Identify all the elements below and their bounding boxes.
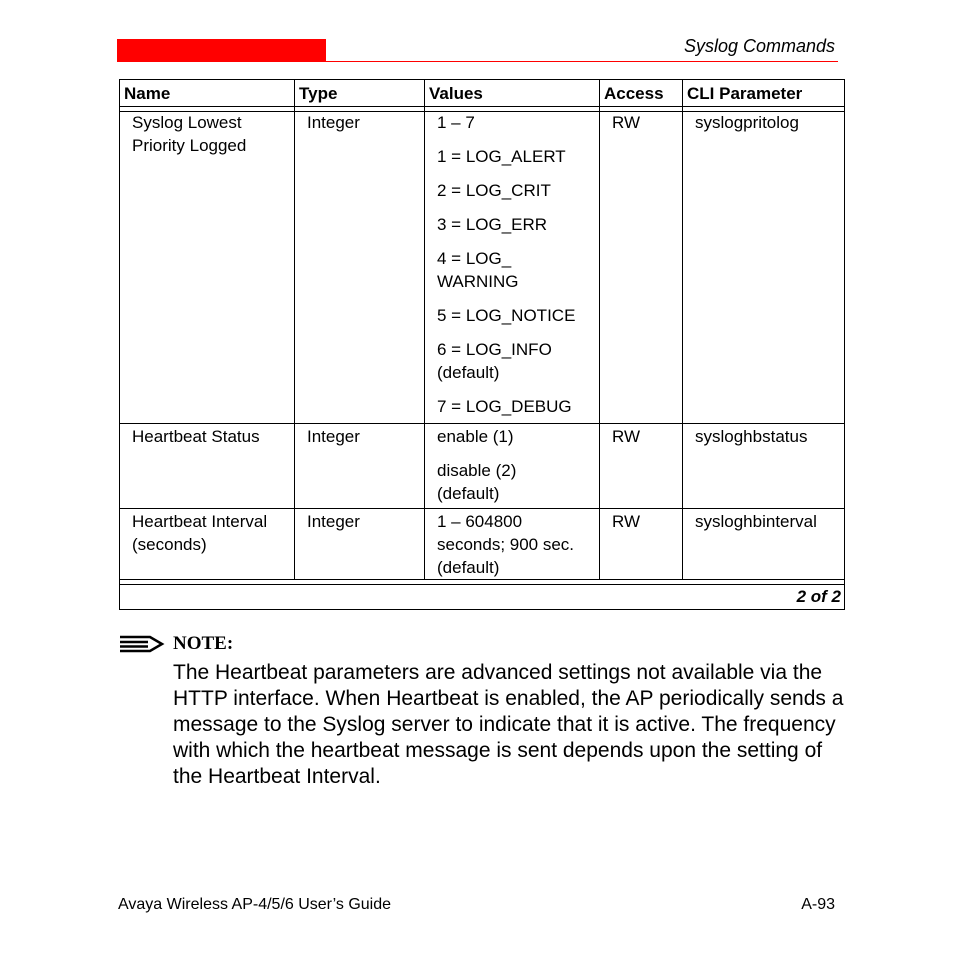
cell-name — [132, 425, 292, 448]
column-header-name: Name — [124, 84, 171, 103]
cell-type: Integer — [307, 427, 360, 446]
value-item: 6 = LOG_INFO (default) — [437, 340, 552, 382]
header-rule-1 — [120, 106, 844, 107]
section-title: Syslog Commands — [683, 36, 835, 56]
cell-type: Integer — [307, 512, 360, 531]
footer-guide-title: Avaya Wireless AP-4/5/6 User’s Guide — [118, 896, 392, 913]
cell-cli: syslogpritolog — [695, 113, 799, 132]
cell-cli: sysloghbstatus — [695, 427, 808, 446]
column-divider — [294, 80, 295, 580]
footer-page-number: A-93 — [801, 896, 835, 913]
header-rule — [117, 61, 838, 62]
parameter-table — [119, 79, 845, 610]
cell-name-line: Heartbeat Status — [132, 427, 260, 446]
note-arrow-icon — [118, 633, 166, 655]
cell-name-line: Syslog Lowest — [132, 113, 242, 132]
value-item: 1 – 604800 seconds; 900 sec. (default) — [437, 512, 575, 577]
value-item: 1 – 7 — [437, 113, 475, 132]
value-item: 5 = LOG_NOTICE — [437, 306, 576, 325]
table-bottom-rule-1 — [120, 579, 844, 580]
column-divider — [599, 80, 600, 580]
cell-name — [132, 510, 292, 556]
column-header-cli: CLI Parameter — [687, 84, 803, 103]
value-item: enable (1) — [437, 427, 514, 446]
header-red-bar — [117, 39, 326, 61]
value-item: 7 = LOG_DEBUG — [437, 397, 572, 416]
note-label: NOTE: — [173, 633, 234, 654]
value-item: disable (2) (default) — [437, 461, 517, 503]
cell-access: RW — [612, 113, 641, 132]
column-divider — [682, 80, 683, 580]
column-header-values: Values — [429, 84, 483, 103]
column-header-access: Access — [604, 84, 664, 103]
cell-name-line: (seconds) — [132, 535, 207, 554]
column-header-type: Type — [299, 84, 338, 103]
cell-access: RW — [612, 427, 641, 446]
cell-name-line: Heartbeat Interval — [132, 512, 268, 531]
cell-values — [437, 111, 597, 429]
cell-values — [437, 510, 592, 579]
value-item: 4 = LOG_ WARNING — [437, 249, 519, 291]
cell-name — [132, 111, 292, 157]
value-item: 1 = LOG_ALERT — [437, 147, 566, 166]
cell-values — [437, 425, 597, 516]
value-item: 3 = LOG_ERR — [437, 215, 548, 234]
cell-name-line: Priority Logged — [132, 136, 247, 155]
note-body: The Heartbeat parameters are advanced settings not available via the HTTP interface. When Heartbeat is enabled, the AP periodically sends a message to the Syslog server to indicate that it is active. The frequency with which the heartbeat message is sent depends upon the setting of the Heartbeat Interval. — [173, 661, 844, 788]
value-item: 2 = LOG_CRIT — [437, 181, 551, 200]
cell-type: Integer — [307, 113, 360, 132]
cell-cli: sysloghbinterval — [695, 512, 817, 531]
table-page-marker: 2 of 2 — [796, 587, 841, 606]
column-divider — [424, 80, 425, 580]
table-bottom-rule-2 — [120, 584, 844, 585]
cell-access: RW — [612, 512, 641, 531]
